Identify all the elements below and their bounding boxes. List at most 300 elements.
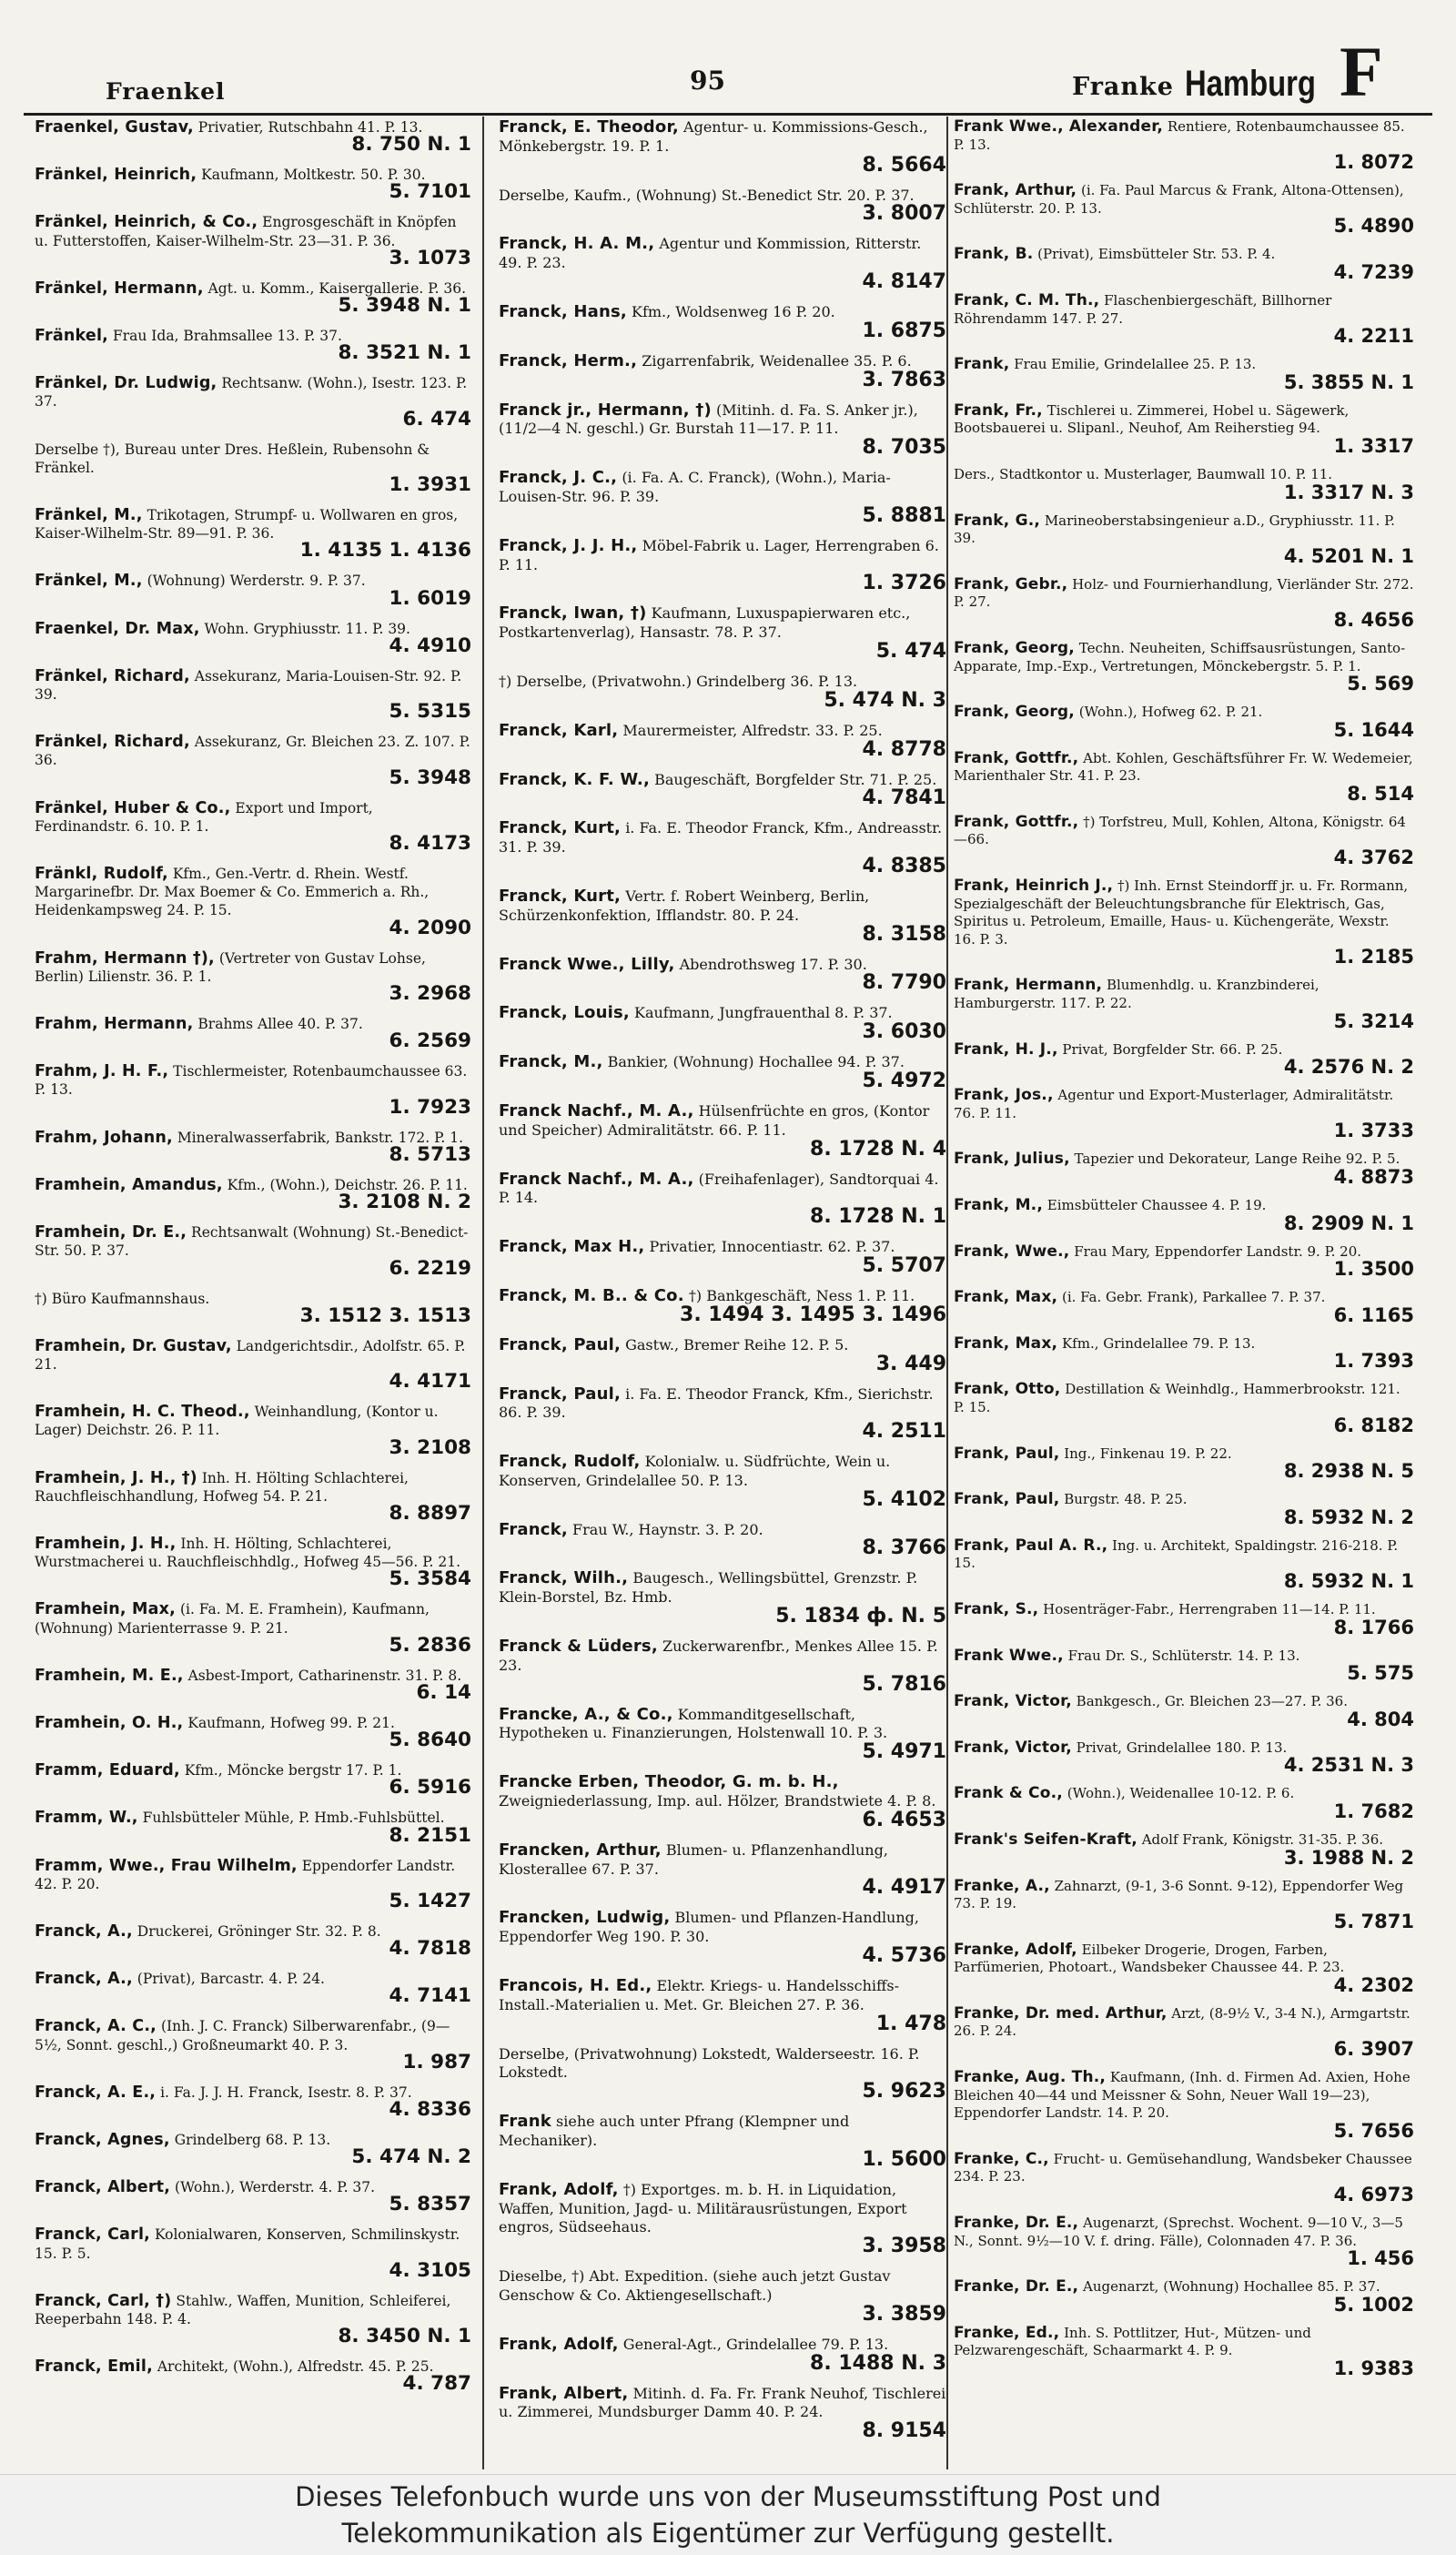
listing-entry [27,1013,477,1054]
phone-number: 5. 3855 N. 1 [1283,370,1414,393]
phone-number: 8. 2909 N. 1 [1283,1212,1414,1234]
phone-number: 1. 7682 [1333,1800,1414,1822]
listing-entry [491,117,952,177]
phone-number: 5. 9623 [862,2080,946,2104]
entry-name: Fränkel, Dr. Ludwig, [35,374,217,393]
entry-details: Privatier, Innocentiastr. 62. P. 37. [649,1238,895,1256]
listing-entry [946,574,1420,632]
entry-details: Vertr. f. Robert Weinberg, Berlin, Schürzenkonfektion, Ifflandstr. 80. P. 24. [499,887,870,924]
entry-name: Franck, [499,1519,568,1539]
entry-details: Kolonialwaren, Konserven, Schmilinskystr. 15. P. 5. [35,2226,460,2262]
entry-details: Rentiere, Rotenbaumchaussee 85. P. 13. [954,118,1405,153]
phone-number: 5. 8357 [389,2193,471,2216]
listing-entry [491,2266,952,2327]
listing-entry [491,671,952,713]
entry-details: Wohn. Gryphiusstr. 11. P. 39. [204,620,410,637]
phone-number: 1. 3733 [1333,1120,1414,1142]
entry-details: Destillation & Weinhdlg., Hammerbrookstr. 121. P. 15. [954,1381,1400,1415]
entry-details: Kaufmann, (Inh. d. Firmen Ad. Axien, Hohe Bleichen 40—44 und Meissner & Sohn, Neuer Wall 19—23), Eppendorfer Landstr. 14. P. 20. [954,2069,1410,2122]
phone-number: 1. 9383 [1333,2357,1414,2379]
entry-name: Fränkel, Heinrich, & Co., [35,213,258,232]
listing-entry [27,2015,477,2074]
listing-entry [491,1236,952,1278]
entry-name: Fraenkel, Gustav, [35,118,194,137]
entry-details: Zahnarzt, (9-1, 3-6 Sonnt. 9-12), Eppendorfer Weg 73. P. 19. [954,1877,1404,1912]
phone-number: 8. 8897 [389,1501,471,1525]
listing-entry [946,1691,1420,1731]
listing-entry [27,570,477,611]
listing-entry [27,731,477,790]
entry-name: Framhein, O. H., [35,1713,184,1732]
listing-entry [491,301,952,343]
listing-entry [27,1335,477,1394]
entry-details: Kfm., Woldsenweg 16 P. 20. [632,302,835,320]
phone-number: 3. 1988 N. 2 [1283,1846,1414,1869]
entry-name: Frank, Arthur, [954,181,1077,200]
entry-name: Frank, Georg, [954,703,1075,722]
page-number: 95 [690,66,725,96]
entry-name: Framhein, Dr. Gustav, [35,1336,232,1355]
entry-details: Kfm., Grindelallee 79. P. 13. [1061,1334,1256,1352]
entry-name: Framm, Wwe., Frau Wilhelm, [35,1856,298,1875]
phone-number: 5. 474 N. 3 [824,688,946,712]
entry-details: Agentur- u. Kommissions-Gesch., Mönkebergstr. 19. P. 1. [499,118,928,155]
listing-entry [946,1333,1420,1374]
entry-name: Frank, Gottfr., [954,812,1079,831]
phone-number: 1. 456 [1347,2247,1414,2270]
phone-number: 3. 2108 [389,1435,471,1459]
phone-number: 1. 3931 [389,473,471,497]
listing-entry [946,1738,1420,1778]
phone-number: 5. 7816 [862,1672,946,1696]
listing-entry [27,1060,477,1120]
listing-entry [27,2129,477,2170]
listing-entry [491,1567,952,1628]
entry-details: Agt. u. Komm., Kaisergallerie. P. 36. [207,279,467,297]
listing-entry [946,1783,1420,1823]
entry-name: Fränkel, M., [35,506,143,525]
entry-details: Brahms Allee 40. P. 37. [197,1016,363,1033]
entry-details: Augenarzt, (Sprechst. Wochent. 9—10 V., 3—5 N., Sonnt. 9½—10 V. f. dring. Fälle), Colonnaden 47. P. 36. [954,2215,1403,2249]
entry-name: Franck, Carl, †) [35,2291,172,2310]
phone-number: 3. 3958 [862,2235,946,2258]
entry-details: †) Inh. Ernst Steindorff jr. u. Fr. Rormann, Spezialgeschäft der Beleuchtungsbranche für Elektrisch, Gas, Spiritus u. Petroleum, Emaille, Haus- u. Küchengeräte, Wexstr. 16. P. 3. [954,877,1409,948]
phone-number: 1. 478 [875,2012,946,2035]
phone-number: 3. 7863 [862,368,946,391]
listing-entry [27,2176,477,2217]
entry-name: Franck, Kurt, [499,818,622,838]
entry-details: Agentur und Kommission, Ritterstr. 49. P. 23. [499,235,922,272]
entry-details: Blumenhdlg. u. Kranzbinderei, Hamburgerstr. 117. P. 22. [954,977,1320,1012]
phone-number: 1. 987 [402,2050,471,2073]
entry-details: Bankgesch., Gr. Bleichen 23—27. P. 36. [1076,1693,1348,1710]
phone-number: 3. 8007 [862,202,946,226]
entry-name: Franck, Herm., [499,350,638,370]
entry-details: i. Fa. E. Theodor Franck, Kfm., Sierichstr. 86. P. 39. [499,1384,934,1422]
entry-details: Kaufmann, Luxuspapierwaren etc., Postkartenverlag), Hansastr. 78. P. 37. [499,604,911,642]
footer-notice [0,2474,1456,2555]
listing-entry [946,1940,1420,1997]
listing-entry [491,2383,952,2444]
entry-name: Franck, M., [499,1052,603,1072]
phone-number: 4. 8778 [862,737,946,761]
entry-name: Frank, G., [954,511,1041,530]
entry-name: Frank, Gottfr., [954,748,1079,767]
phone-number: 4. 8873 [1333,1166,1414,1188]
entry-name: Framhein, Dr. E., [35,1223,187,1242]
phone-number: 5. 1644 [1333,718,1414,741]
listing-entry [27,325,477,366]
listing-entry [491,817,952,878]
phone-number: 3. 2968 [389,982,471,1006]
entry-details: Export und Import, Ferdinandstr. 6. 10. P. 1. [35,799,373,835]
listing-entry [27,1222,477,1281]
entry-details: Möbel-Fabrik u. Lager, Herrengraben 6. P. 11. [499,536,939,573]
header-rule [24,113,1432,116]
listing-entry [27,1127,477,1168]
phone-number: 8. 3450 N. 1 [338,2325,471,2348]
phone-number: 5. 575 [1347,1662,1414,1685]
phone-number: 1. 3317 [1333,434,1414,457]
entry-details: Arzt, (8-9½ V., 3-4 N.), Armgartstr. 26. P. 24. [954,2004,1410,2040]
listing-entry [946,1489,1420,1529]
phone-number: 6. 8182 [1333,1414,1414,1436]
column-divider [482,117,484,2469]
entry-name: Framhein, Amandus, [35,1175,223,1194]
listing-entry [27,2082,477,2123]
phone-number: 5. 3584 [389,1567,471,1591]
listing-entry [27,504,477,563]
entry-details: Fuhlsbütteler Mühle, P. Hmb.-Fuhlsbüttel. [142,1810,445,1827]
entry-name: Franck, J. J. H., [499,535,638,555]
entry-details: Burgstr. 48. P. 25. [1064,1491,1188,1508]
listing-entry [946,1536,1420,1593]
entry-details: Tischlermeister, Rotenbaumchaussee 63. P. 13. [35,1063,468,1099]
phone-number: 1. 8072 [1333,151,1414,174]
entry-details: Eimsbütteler Chaussee 4. P. 19. [1046,1197,1267,1213]
listing-entry [27,117,477,157]
entry-name: Frahm, Hermann, [35,1015,194,1034]
entry-details: Inh. H. Hölting, Schlachterei, Wurstmacherei u. Rauchfleischhdlg., Hofweg 45—56. P. 21. [35,1535,460,1571]
listing-entry [491,1907,952,1968]
entry-name: Framm, Eduard, [35,1761,180,1780]
phone-number: 3. 6030 [862,1020,946,1044]
entry-details: Kommanditgesellschaft, Hypotheken u. Finanzierungen, Holstenwall 10. P. 3. [499,1705,888,1742]
entry-details: Frau Dr. S., Schlüterstr. 14. P. 13. [1067,1647,1300,1664]
entry-name: Frank, B. [954,245,1034,264]
listing-entry [491,535,952,596]
entry-details: (Wohn.), Weidenallee 10-12. P. 6. [1067,1785,1295,1802]
entry-details: Eppendorfer Landstr. 42. P. 20. [35,1857,456,1892]
entry-details: Asbest-Import, Catharinenstr. 31. P. 8. [187,1667,462,1684]
header-letter: F [1340,32,1383,111]
header-right-name: Franke [1072,73,1174,101]
entry-details: †) Bankgeschäft, Ness 1. P. 11. [688,1286,915,1304]
phone-number: 6. 2219 [389,1256,471,1280]
entry-name: Frank & Co., [954,1784,1063,1803]
entry-details: Maurermeister, Alfredstr. 33. P. 25. [622,721,883,739]
listing-entry [27,618,477,659]
phone-number: 4. 5201 N. 1 [1283,544,1414,567]
entry-details: Kaufmann, Hofweg 99. P. 21. [187,1714,395,1731]
phone-number: 3. 1073 [389,246,471,269]
entry-name: Frank, Paul, [954,1490,1060,1509]
listing-entry [946,117,1420,174]
entry-details: Tischlerei u. Zimmerei, Hobel u. Sägewerk, Bootsbauerei u. Slipanl., Neuhof, Am Reiherstieg 94. [954,401,1350,437]
phone-number: 4. 7818 [389,1937,471,1961]
phone-number: 6. 3907 [1333,2038,1414,2061]
listing-entry [491,2179,952,2258]
phone-number: 5. 7871 [1333,1910,1414,1932]
phone-number: 4. 804 [1347,1708,1414,1730]
listing-entry [491,1840,952,1901]
listing-entry [491,886,952,947]
phone-number: 8. 750 N. 1 [351,133,471,157]
phone-number: 5. 1427 [389,1889,471,1912]
entry-name: Franck, A. C., [35,2017,157,2036]
entry-name: Franck, J. C., [499,468,618,488]
listing-entry [946,1599,1420,1639]
phone-number: 8. 1728 N. 4 [810,1137,946,1161]
entry-name: Franck, Max H., [499,1237,645,1257]
entry-details: Ing., Finkenau 19. P. 22. [1064,1445,1232,1462]
entry-details: Eilbeker Drogerie, Drogen, Farben, Parfümerien, Photoart., Wandsbeker Chaussee 44. P. 23. [954,1941,1345,1976]
phone-number: 4. 2511 [862,1420,946,1444]
listing-entry [946,876,1420,968]
entry-details: Ing. u. Architekt, Spaldingstr. 216-218. P. 15. [954,1536,1399,1572]
listing-entry [946,180,1420,238]
entry-name: Framhein, M. E., [35,1666,184,1685]
entry-name: Franke, Dr. E., [954,2214,1079,2233]
phone-number: 5. 4890 [1333,215,1414,238]
entry-name: Frank, Victor, [954,1738,1072,1757]
listing-entry [27,211,477,270]
phone-number: 4. 7841 [862,786,946,810]
entry-name: Frank, Victor, [954,1692,1072,1711]
entry-name: Fränkel, Richard, [35,666,190,685]
entry-details: †) Büro Kaufmannshaus. [35,1290,210,1307]
listing-entry [491,233,952,294]
phone-number: 5. 5315 [389,700,471,724]
phone-number: 5. 4972 [862,1069,946,1092]
listing-entry [27,1467,477,1526]
entry-details: Hosenträger-Fabr., Herrengraben 11—14. P. 11. [1043,1600,1376,1617]
footer-line-1: Dieses Telefonbuch wurde uns von der Museumsstiftung Post und [295,2481,1161,2512]
entry-details: Adolf Frank, Königstr. 31-35. P. 36. [1141,1830,1384,1848]
entry-name: Frank, Max, [954,1288,1058,1307]
entry-name: Franck Nachf., M. A., [499,1169,694,1189]
entry-details: Stahlw., Waffen, Munition, Schleiferei, Reeperbahn 148. P. 4. [35,2292,451,2327]
entry-name: Franck, Paul, [499,1384,622,1404]
listing-entry [946,1149,1420,1189]
entry-name: Frank, Julius, [954,1150,1070,1169]
listing-entry [491,185,952,227]
entry-details: Rechtsanwalt (Wohnung) St.-Benedict-Str. 50. P. 37. [35,1224,469,1260]
phone-number: 4. 787 [402,2372,471,2396]
entry-name: Frank, H. J., [954,1039,1058,1059]
listing-entry [946,702,1420,742]
entry-name: Franck & Lüders, [499,1637,658,1657]
entry-name: Frank, Adolf, [499,2334,619,2354]
phone-number: 1. 6019 [389,586,471,610]
entry-details: Kolonialw. u. Südfrüchte, Wein u. Konserven, Grindelallee 50. P. 13. [499,1453,891,1489]
entry-name: Francken, Ludwig, [499,1908,671,1928]
entry-details: †) Exportges. m. b. H. in Liquidation, Waffen, Munition, Jagd- u. Militärausrüstungen, Export engros, Südseehaus. [499,2180,907,2236]
entry-name: Frank Wwe., [954,1646,1064,1665]
listing-entry [946,1287,1420,1327]
entry-details: Flaschenbiergeschäft, Billhorner Röhrendamm 147. P. 27. [954,291,1332,327]
phone-number: 5. 4971 [862,1740,946,1764]
entry-name: Fränkl, Rudolf, [35,865,168,884]
entry-details: Frau W., Haynstr. 3. P. 20. [571,1520,763,1538]
entry-details: Holz- und Fournierhandlung, Vierländer Str. 272. P. 27. [954,575,1414,611]
entry-name: Franck, A., [35,1921,133,1941]
listing-entry [946,748,1420,806]
phone-number: 5. 8881 [862,503,946,527]
entry-details: Engrosgeschäft in Knöpfen u. Futterstoffen, Kaiser-Wilhelm-Str. 23—31. P. 36. [35,214,457,249]
phone-number: 6. 5916 [389,1776,471,1800]
entry-name: Francken, Arthur, [499,1840,662,1860]
phone-number: 5. 1834 ф. N. 5 [775,1605,946,1628]
phone-number: 6. 4653 [862,1808,946,1831]
phone-number: 3. 3859 [862,2302,946,2326]
entry-details: (Inh. J. C. Franck) Silberwarenfabr., (9—5½, Sonnt. geschl.,) Großneumarkt 40. P. 3. [35,2018,450,2053]
entry-name: Frahm, Johann, [35,1128,173,1147]
entry-details: Tapezier und Dekorateur, Lange Reihe 92. P. 5. [1074,1151,1400,1168]
listing-entry [946,400,1420,458]
listing-entry [27,372,477,431]
phone-number: 8. 1488 N. 3 [810,2351,946,2375]
entry-details: Frau Ida, Brahmsallee 13. P. 37. [112,328,342,345]
entry-details: Baugesch., Wellingsbüttel, Grenzstr. P. Klein-Borstel, Bz. Hmb. [499,1569,918,1607]
listing-entry [27,1968,477,2009]
entry-name: Francke Erben, Theodor, G. m. b. H., [499,1772,839,1792]
footer-line-2: Telekommunikation als Eigentümer zur Verfügung gestellt. [341,2518,1115,2549]
entry-name: Fränkel, Heinrich, [35,166,197,185]
phone-number: 8. 1728 N. 1 [810,1205,946,1229]
phone-number: 8. 3766 [862,1536,946,1560]
phone-number: 8. 5932 N. 1 [1283,1569,1414,1592]
listing-entry [491,1002,952,1044]
phone-number: 4. 2302 [1333,1973,1414,1996]
listing-column-1 [27,117,477,2456]
entry-details: Marineoberstabsingenieur a.D., Gryphiusstr. 11. P. 39. [954,512,1395,547]
listing-entry [491,603,952,664]
entry-name: Franck, Iwan, †) [499,603,647,624]
entry-details: Ders., Stadtkontor u. Musterlager, Baumwall 10. P. 11. [954,465,1333,482]
listing-entry [27,1759,477,1800]
phone-number: 4. 5736 [862,1944,946,1968]
entry-details: Frau Emilie, Grindelallee 25. P. 13. [1014,356,1257,373]
phone-number: 8. 514 [1347,782,1414,805]
listing-entry [27,1288,477,1329]
phone-number: 3. 449 [875,1352,946,1375]
entry-details: (i. Fa. Paul Marcus & Frank, Altona-Ottensen), Schlüterstr. 20. P. 13. [954,182,1404,217]
header-city: Hamburg [1185,64,1316,104]
entry-name: Franck, Albert, [35,2178,171,2197]
listing-entry [946,1830,1420,1870]
entry-details: (Privat), Eimsbütteler Str. 53. P. 4. [1037,246,1276,263]
entry-details: i. Fa. E. Theodor Franck, Kfm., Andreasstr. 31. P. 39. [499,819,943,857]
phone-number: 8. 9154 [862,2419,946,2443]
entry-name: Franck Wwe., Lilly, [499,954,675,974]
listing-column-2 [491,117,952,2456]
phone-number: 4. 8147 [862,269,946,293]
entry-details: Weinhandlung, (Kontor u. Lager) Deichstr. 26. P. 11. [35,1404,439,1439]
entry-name: Frahm, Hermann †), [35,948,215,968]
listing-column-3 [946,117,1420,2456]
listing-entry [491,1771,952,1832]
entry-details: †) Torfstreu, Mull, Kohlen, Altona, Königstr. 64—66. [954,813,1406,848]
listing-entry [27,439,477,498]
listing-entry [491,1051,952,1093]
listing-entry [946,2149,1420,2206]
listing-entry [491,1975,952,2036]
listing-entry [27,1533,477,1592]
entry-name: Framhein, Max, [35,1600,176,1619]
entry-details: Abendrothsweg 17. P. 30. [679,955,867,973]
phone-number: 5. 3948 [389,765,471,789]
entry-name: Frank, Adolf, [499,2179,619,2199]
listing-entry [491,769,952,811]
entry-name: Frank, [954,355,1010,374]
phone-number: 1. 3726 [862,572,946,595]
entry-name: Frank, Max, [954,1333,1058,1353]
entry-name: Frank, Gebr., [954,574,1068,593]
listing-entry [946,638,1420,695]
entry-name: Franck, Carl, [35,2225,151,2245]
entry-details: (i. Fa. M. E. Framhein), Kaufmann, (Wohnung) Marienterrasse 9. P. 21. [35,1601,430,1637]
entry-details: Assekuranz, Gr. Bleichen 23. Z. 107. P. 36. [35,734,470,769]
phone-number: 6. 2569 [389,1029,471,1053]
phone-number: 5. 3214 [1333,1009,1414,1032]
entry-name: Frank, Wwe., [954,1242,1070,1261]
entry-name: Framhein, J. H., †) [35,1468,197,1487]
entry-name: Framhein, H. C. Theod., [35,1403,250,1422]
entry-details: Mitinh. d. Fa. Fr. Frank Neuhof, Tischlerei u. Zimmerei, Mundsburger Damm 40. P. 24. [499,2384,946,2421]
phone-number: 5. 5707 [862,1253,946,1277]
listing-entry [491,2111,952,2172]
entry-name: Franck, H. A. M., [499,234,655,254]
entry-name: Franke, Dr. E., [954,2277,1079,2296]
entry-name: Franke, Ed., [954,2323,1060,2342]
entry-name: Franck, E. Theodor, [499,117,679,137]
phone-number: 4. 4910 [389,634,471,657]
phone-number: 8. 5664 [862,153,946,177]
listing-entry [491,1334,952,1376]
phone-number: 3. 1512 3. 1513 [299,1303,471,1327]
listing-entry [946,2067,1420,2143]
phone-number: 8. 5932 N. 2 [1283,1506,1414,1528]
phone-number: 1. 7393 [1333,1350,1414,1373]
phone-number: 8. 1766 [1333,1616,1414,1638]
phone-number: 5. 7656 [1333,2119,1414,2142]
phone-number: 5. 2836 [389,1633,471,1657]
phone-number: 6. 14 [416,1680,471,1704]
phone-number: 4. 6973 [1333,2184,1414,2206]
entry-details: (Privat), Barcastr. 4. P. 24. [136,1971,325,1988]
entry-details: (i. Fa. Gebr. Frank), Parkallee 7. P. 37. [1061,1289,1326,1306]
listing-entry [27,1665,477,1706]
entry-details: Derselbe †), Bureau unter Dres. Heßlein, Rubensohn & Fränkel. [35,441,430,476]
entry-name: Franck, Paul, [499,1334,622,1354]
entry-details: (Freihafenlager), Sandtorquai 4. P. 14. [499,1170,939,1207]
listing-entry [27,1921,477,1962]
phone-number: 4. 2531 N. 3 [1283,1754,1414,1777]
entry-details: (Wohnung) Werderstr. 9. P. 37. [147,573,366,590]
entry-name: Franck, A., [35,1970,133,1989]
entry-details: (Mitinh. d. Fa. S. Anker jr.), (11/2—4 N. geschl.) Gr. Burstah 11—17. P. 11. [499,400,918,438]
